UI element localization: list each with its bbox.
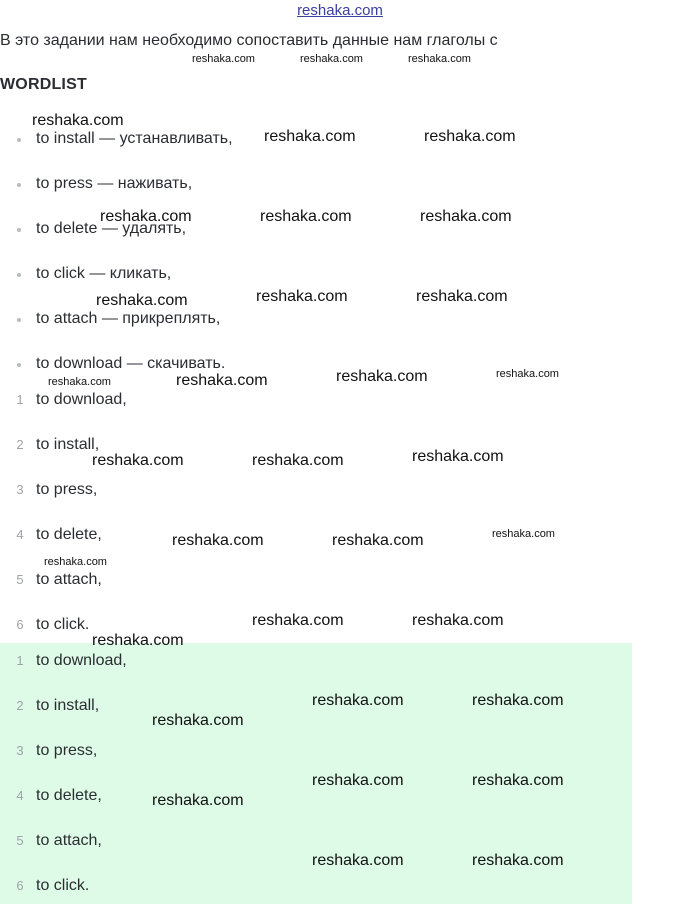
watermark: reshaka.com <box>312 772 404 789</box>
item-number: 5 <box>16 572 24 587</box>
bullet-icon <box>17 138 21 142</box>
watermark: reshaka.com <box>92 452 184 469</box>
watermark: reshaka.com <box>492 528 555 540</box>
item-number: 6 <box>16 617 24 632</box>
item-number: 5 <box>16 833 24 848</box>
watermark: reshaka.com <box>412 448 504 465</box>
item-number: 3 <box>16 743 24 758</box>
watermark: reshaka.com <box>336 368 428 385</box>
watermark: reshaka.com <box>412 612 504 629</box>
item-number: 2 <box>16 698 24 713</box>
watermark: reshaka.com <box>252 452 344 469</box>
watermark: reshaka.com <box>300 53 363 65</box>
bullet-icon <box>17 318 21 322</box>
watermark: reshaka.com <box>312 692 404 709</box>
site-header-link[interactable]: reshaka.com <box>297 2 383 19</box>
watermark: reshaka.com <box>472 772 564 789</box>
watermark: reshaka.com <box>176 372 268 389</box>
watermark: reshaka.com <box>472 852 564 869</box>
watermark: reshaka.com <box>252 612 344 629</box>
item-number: 1 <box>16 392 24 407</box>
watermark: reshaka.com <box>312 852 404 869</box>
item-number: 1 <box>16 653 24 668</box>
watermark: reshaka.com <box>152 792 244 809</box>
bullet-icon <box>17 363 21 367</box>
watermark: reshaka.com <box>100 208 192 225</box>
item-number: 6 <box>16 878 24 893</box>
watermark: reshaka.com <box>172 532 264 549</box>
watermark: reshaka.com <box>420 208 512 225</box>
watermark: reshaka.com <box>260 208 352 225</box>
item-number: 3 <box>16 482 24 497</box>
watermark: reshaka.com <box>48 376 111 388</box>
watermark: reshaka.com <box>332 532 424 549</box>
watermark: reshaka.com <box>32 112 124 129</box>
wordlist-heading: WORDLIST <box>0 76 87 93</box>
watermark: reshaka.com <box>472 692 564 709</box>
item-number: 4 <box>16 788 24 803</box>
bullet-icon <box>17 183 21 187</box>
watermark: reshaka.com <box>424 128 516 145</box>
watermark: reshaka.com <box>256 288 348 305</box>
watermark: reshaka.com <box>192 53 255 65</box>
bullet-icon <box>17 228 21 232</box>
watermark: reshaka.com <box>408 53 471 65</box>
watermark: reshaka.com <box>264 128 356 145</box>
bullet-icon <box>17 273 21 277</box>
intro-text: В это задании нам необходимо сопоставить данные нам глаголы с <box>0 32 498 49</box>
watermark: reshaka.com <box>96 292 188 309</box>
watermark: reshaka.com <box>152 712 244 729</box>
watermark: reshaka.com <box>92 632 184 649</box>
watermark: reshaka.com <box>44 556 107 568</box>
item-number: 2 <box>16 437 24 452</box>
item-number: 4 <box>16 527 24 542</box>
watermark: reshaka.com <box>416 288 508 305</box>
watermark: reshaka.com <box>496 368 559 380</box>
